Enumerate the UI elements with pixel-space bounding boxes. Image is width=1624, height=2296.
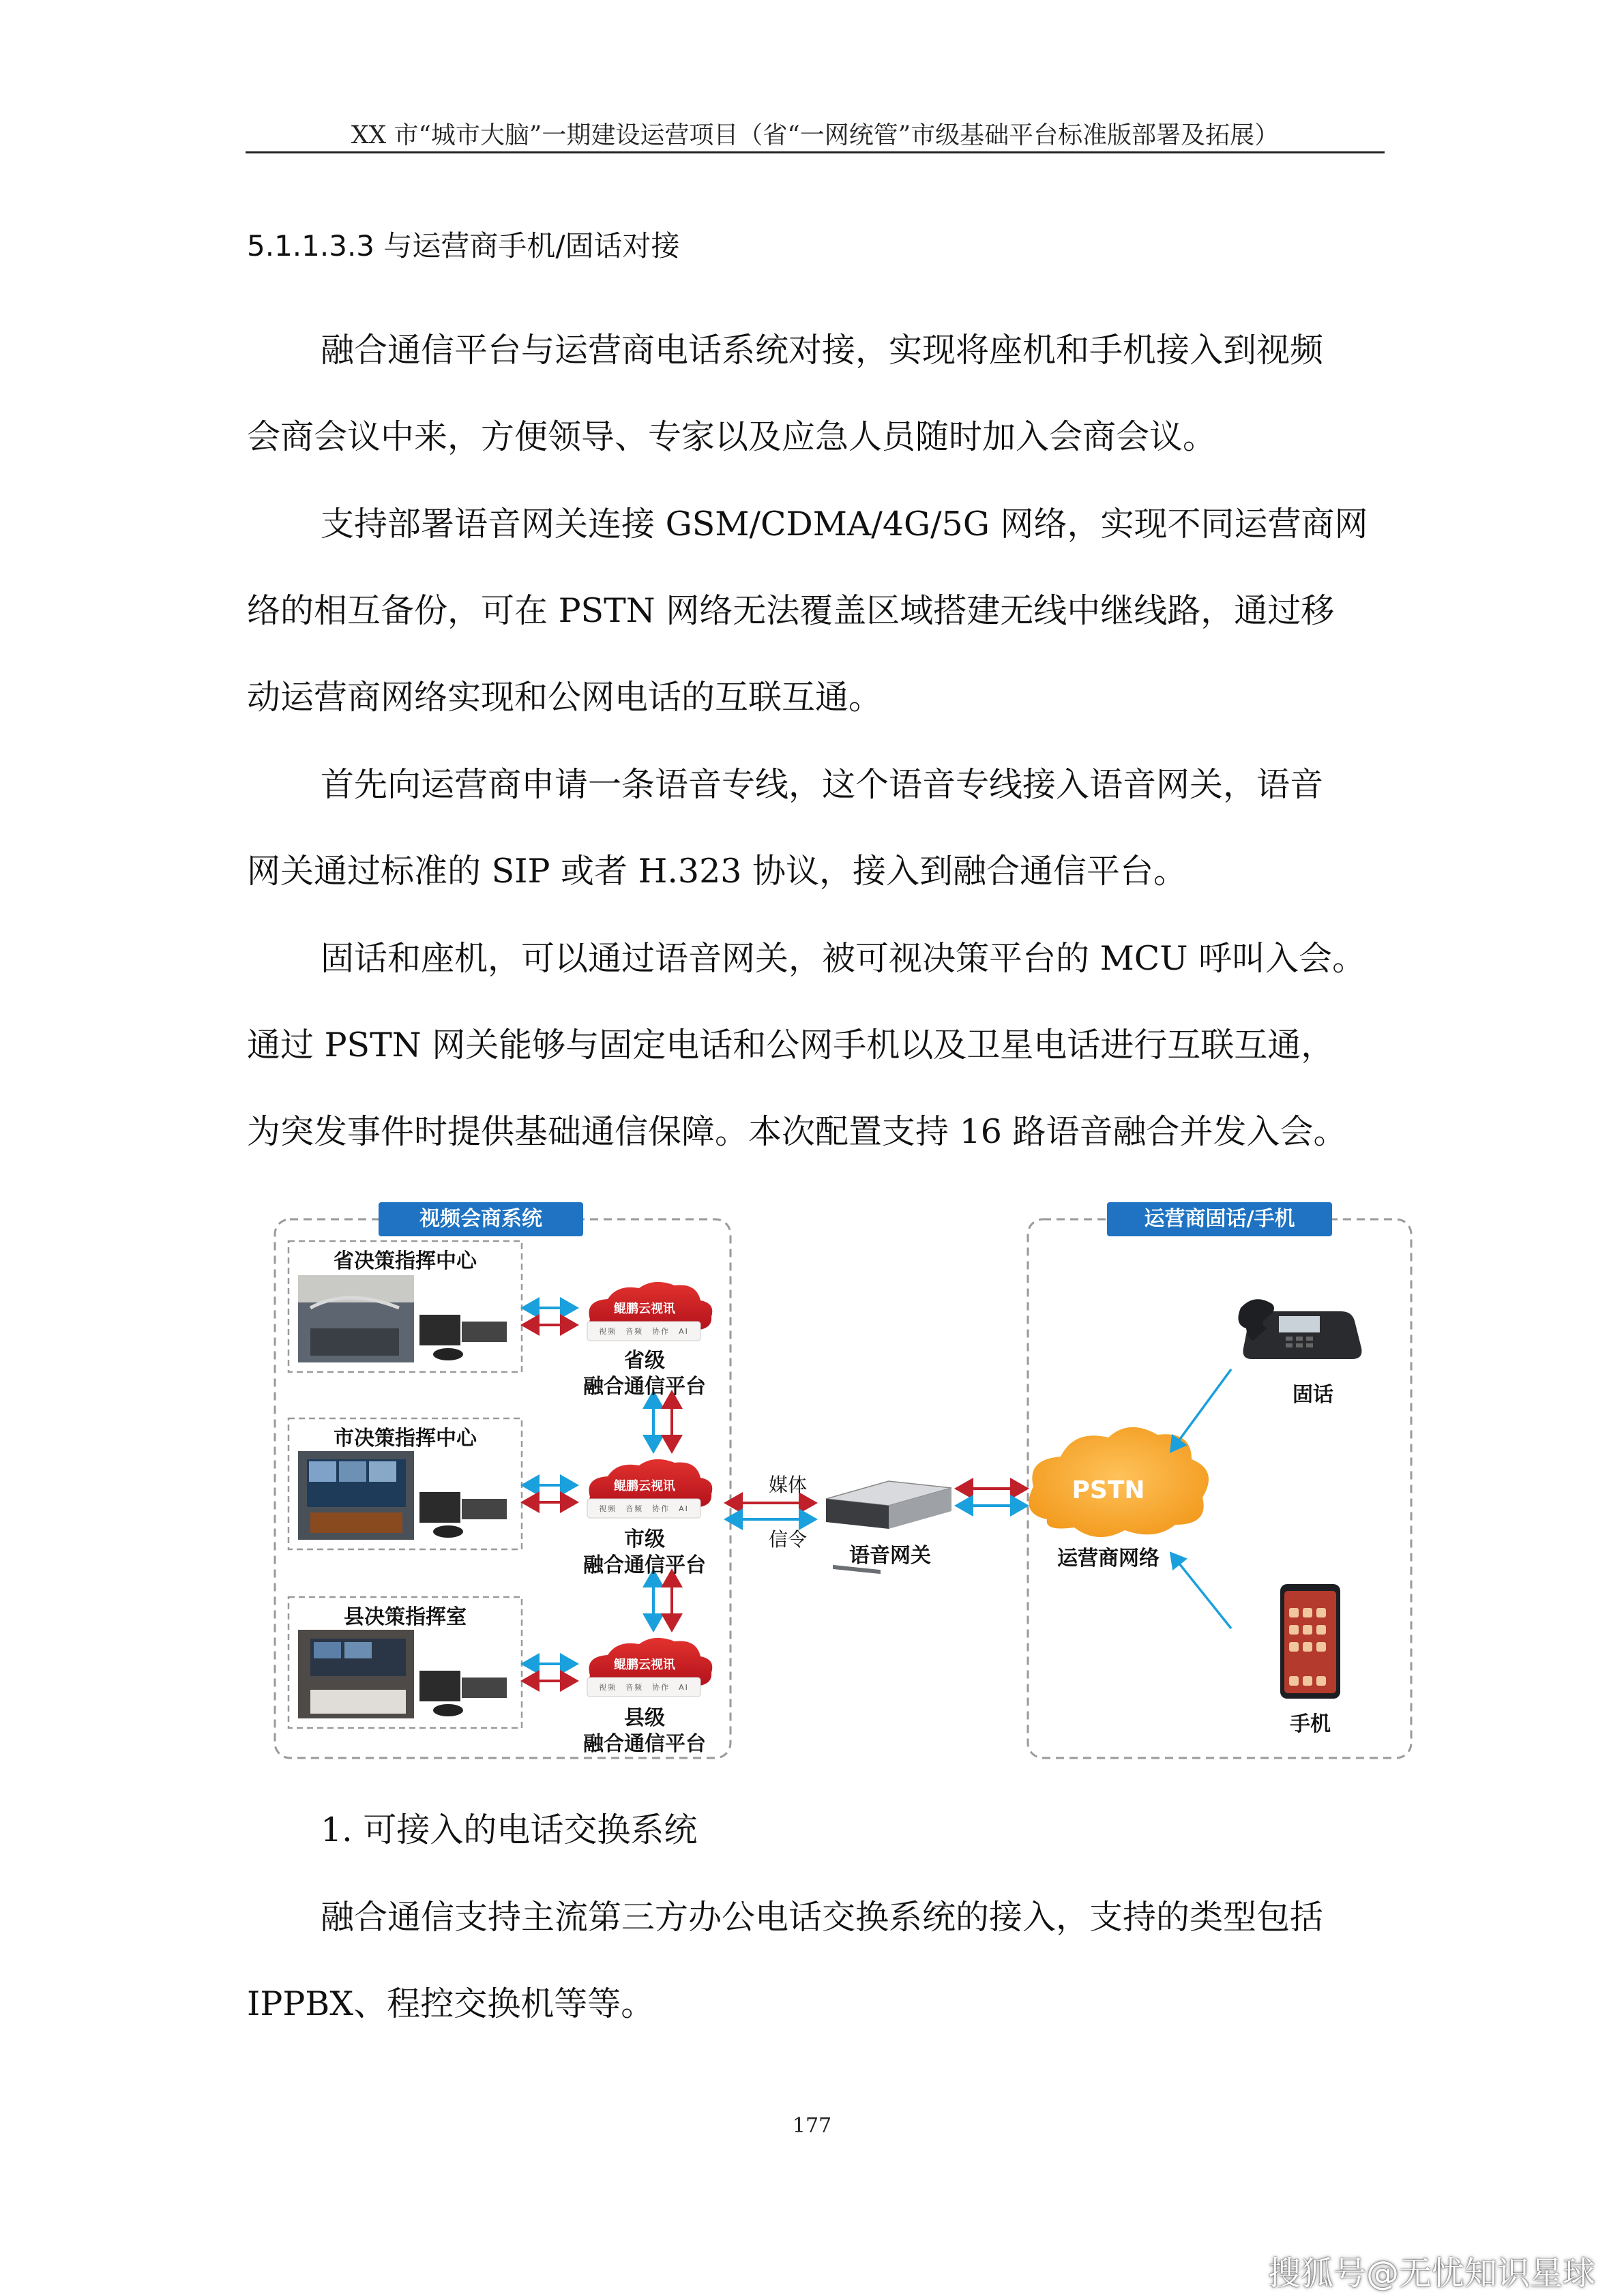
- paragraph-line: 动运营商网络实现和公网电话的互联互通。: [247, 678, 883, 717]
- header-rule: [246, 151, 1385, 153]
- cloud-sub-county: 视频 音频 协作 AI: [599, 1683, 689, 1692]
- landline-phone-icon: [1238, 1299, 1361, 1359]
- center-title-city: 市决策指挥中心: [334, 1427, 477, 1450]
- platform-level-county: 县级: [624, 1706, 665, 1730]
- right-group-title: 运营商固话/手机: [1107, 1202, 1332, 1236]
- cloud-sub-province: 视频 音频 协作 AI: [599, 1327, 689, 1336]
- left-group-title: 视频会商系统: [379, 1202, 583, 1236]
- pstn-label: PSTN: [1072, 1476, 1145, 1504]
- paragraph-line: IPPBX、程控交换机等等。: [247, 1984, 655, 2023]
- platform-name-county: 融合通信平台: [583, 1732, 706, 1756]
- center-title-county: 县决策指挥室: [344, 1605, 467, 1629]
- platform-level-city: 市级: [624, 1527, 665, 1551]
- paragraph-5: [247, 1874, 1393, 2047]
- paragraph-line: 为突发事件时提供基础通信保障。本次配置支持 16 路语音融合并发入会。: [247, 1112, 1347, 1151]
- center-title-province: 省决策指挥中心: [334, 1249, 477, 1273]
- paragraph-line: 络的相互备份，可在 PSTN 网络无法覆盖区域搭建无线中继线路，通过移: [247, 591, 1335, 630]
- media-label: 媒体: [768, 1474, 807, 1496]
- cloud-sub-city: 视频 音频 协作 AI: [599, 1504, 689, 1513]
- paragraph-line: 网关通过标准的 SIP 或者 H.323 协议，接入到融合通信平台。: [247, 852, 1187, 891]
- cloud-brand-city: 鲲鹏云视讯: [614, 1479, 675, 1493]
- cloud-brand-province: 鲲鹏云视讯: [614, 1302, 675, 1316]
- paragraph-line: 融合通信平台与运营商电话系统对接，实现将座机和手机接入到视频: [321, 331, 1324, 370]
- gateway-label: 语音网关: [849, 1544, 931, 1568]
- arrows-gateway-pstn: [957, 1489, 1027, 1506]
- mobile-label: 手机: [1290, 1712, 1331, 1736]
- running-header: XX 市“城市大脑”一期建设运营项目（省“一网统管”市级基础平台标准版部署及拓展）: [351, 121, 1280, 149]
- cloud-brand-county: 鲲鹏云视讯: [614, 1658, 675, 1672]
- paragraph-4: [247, 915, 1393, 1175]
- platform-name-city: 融合通信平台: [583, 1553, 706, 1577]
- platform-name-province: 融合通信平台: [583, 1375, 706, 1399]
- arrows-platform-gateway: [726, 1503, 815, 1519]
- arrows-center-platform: [523, 1308, 576, 1681]
- platform-level-province: 省级: [624, 1349, 665, 1373]
- paragraph-line: 支持部署语音网关连接 GSM/CDMA/4G/5G 网络，实现不同运营商网: [321, 505, 1368, 543]
- watermark: 搜狐号@无忧知识星球: [1267, 2254, 1595, 2293]
- architecture-diagram: [269, 1199, 1415, 1772]
- page-number: 177: [792, 2114, 832, 2138]
- paragraph-line: 首先向运营商申请一条语音专线，这个语音专线接入语音网关，语音: [321, 765, 1324, 804]
- mobile-phone-icon: [1280, 1584, 1340, 1699]
- list-item-text: 1. 可接入的电话交换系统: [321, 1810, 698, 1849]
- paragraph-3: [247, 741, 1393, 914]
- paragraph-line: 融合通信支持主流第三方办公电话交换系统的接入，支持的类型包括: [321, 1898, 1324, 1937]
- landline-label: 固话: [1293, 1383, 1333, 1407]
- paragraph-2: [247, 481, 1393, 741]
- signal-label: 信令: [768, 1528, 807, 1551]
- network-label: 运营商网络: [1057, 1547, 1160, 1570]
- section-heading: 5.1.1.3.3 与运营商手机/固话对接: [247, 229, 680, 263]
- paragraph-line: 会商会议中来，方便领导、专家以及应急人员随时加入会商会议。: [247, 417, 1217, 456]
- paragraph-line: 固话和座机，可以通过语音网关，被可视决策平台的 MCU 呼叫入会。: [321, 939, 1366, 978]
- diagram-graphics: [269, 1199, 1415, 1772]
- list-item-1: [247, 1787, 1393, 1873]
- paragraph-1: [247, 307, 1393, 480]
- paragraph-line: 通过 PSTN 网关能够与固定电话和公网手机以及卫星电话进行互联互通，: [247, 1026, 1335, 1064]
